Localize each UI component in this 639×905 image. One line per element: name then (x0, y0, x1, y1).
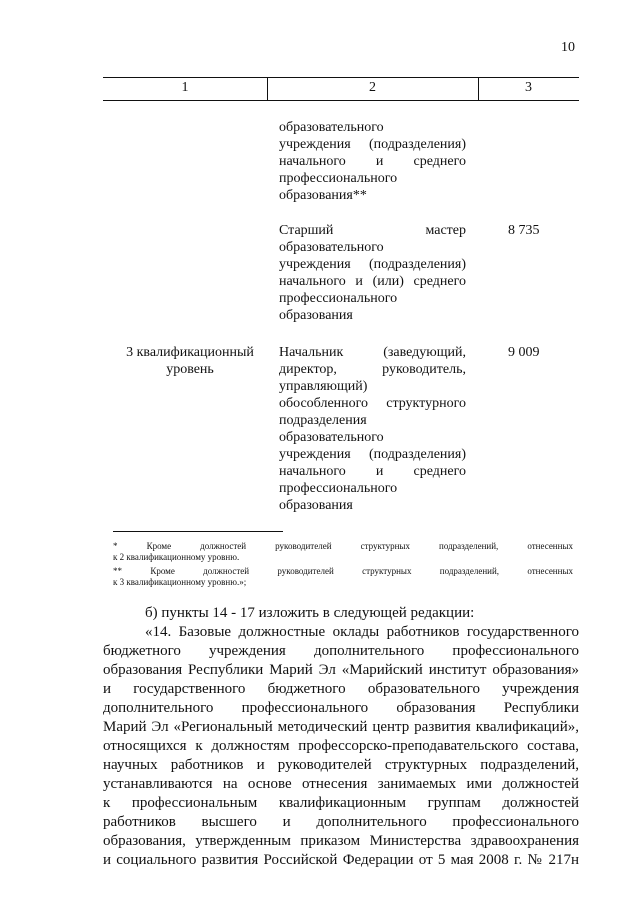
text-line: образовательного (279, 120, 384, 135)
text-line: 3 квалификационный (126, 345, 254, 360)
text-line: подразделения (279, 413, 367, 428)
text-line: и государственного бюджетного образовательного учреждения (103, 681, 579, 697)
column-header-3: 3 (525, 80, 532, 95)
text-line: образования (279, 498, 353, 513)
text-line: учреждения (подразделения) (279, 257, 466, 272)
salary-value-block-3: 9 009 (508, 345, 540, 360)
text-line: образования** (279, 188, 367, 203)
column-header-2: 2 (369, 80, 376, 95)
body-paragraph (103, 623, 579, 870)
footnote-1 (113, 541, 573, 563)
text-line: и социального развития Российской Федерации от 5 мая 2008 г. № 217н (103, 852, 579, 868)
text-line: образовательного (279, 240, 384, 255)
text-line: научных работников и руководителей структурных подразделений, (103, 757, 579, 773)
text-line: образования Республики Марий Эл «Марийский институт образования» (103, 662, 579, 678)
text-line: образования (279, 308, 353, 323)
text-line: учреждения (подразделения) (279, 137, 466, 152)
text-line: Старший мастер (279, 223, 466, 238)
text-line: б) пункты 14 - 17 изложить в следующей редакции: (145, 605, 475, 621)
text-line: уровень (166, 362, 214, 377)
text-line: образовательного (279, 430, 384, 445)
text-line: ** Кроме должностей руководителей структурных подразделений, отнесенных (113, 566, 573, 576)
text-line: к 2 квалификационному уровню. (113, 552, 240, 562)
text-line: «14. Базовые должностные оклады работников государственного (145, 624, 579, 640)
text-line: образования, утвержденным приказом Министерства здравоохранения (103, 833, 579, 849)
text-line: профессионального (279, 291, 398, 306)
text-line: к профессиональным квалификационным группам должностей (103, 795, 579, 811)
position-description-block-2 (279, 222, 466, 324)
footnote-2 (113, 566, 573, 588)
text-line: управляющий) (279, 379, 368, 394)
text-line: профессионального (279, 171, 398, 186)
text-line: начального и среднего (279, 464, 466, 479)
text-line: директор, руководитель, (279, 362, 466, 377)
text-line: * Кроме должностей руководителей структурных подразделений, отнесенных (113, 541, 573, 551)
text-line: Марий Эл «Региональный методический центр развития квалификаций», (103, 719, 579, 735)
text-line: профессионального (279, 481, 398, 496)
text-line: Начальник (заведующий, (279, 345, 466, 360)
text-line: к 3 квалификационному уровню.»; (113, 577, 247, 587)
text-line: начального и (или) среднего (279, 274, 466, 289)
subpoint-heading (103, 604, 579, 623)
text-line: работников высшего и дополнительного профессионального (103, 814, 579, 830)
position-description-block-1 (279, 119, 466, 204)
position-description-block-3 (279, 344, 466, 514)
text-line: устанавливаются на основе отнесения занимаемых ими должностей (103, 776, 579, 792)
qualification-level-3 (115, 344, 265, 378)
text-line: начального и среднего (279, 154, 466, 169)
salary-value-block-2: 8 735 (508, 223, 540, 238)
text-line: обособленного структурного (279, 396, 466, 411)
text-line: относящихся к должностям профессорско-преподавательского состава, (103, 738, 579, 754)
column-header-1: 1 (181, 80, 189, 95)
page-number: 10 (561, 40, 575, 55)
footnote-separator (113, 531, 283, 532)
text-line: дополнительного профессионального образования Республики (103, 700, 579, 716)
text-line: бюджетного учреждения дополнительного профессионального (103, 643, 579, 659)
text-line: учреждения (подразделения) (279, 447, 466, 462)
table-header-row (103, 77, 579, 101)
